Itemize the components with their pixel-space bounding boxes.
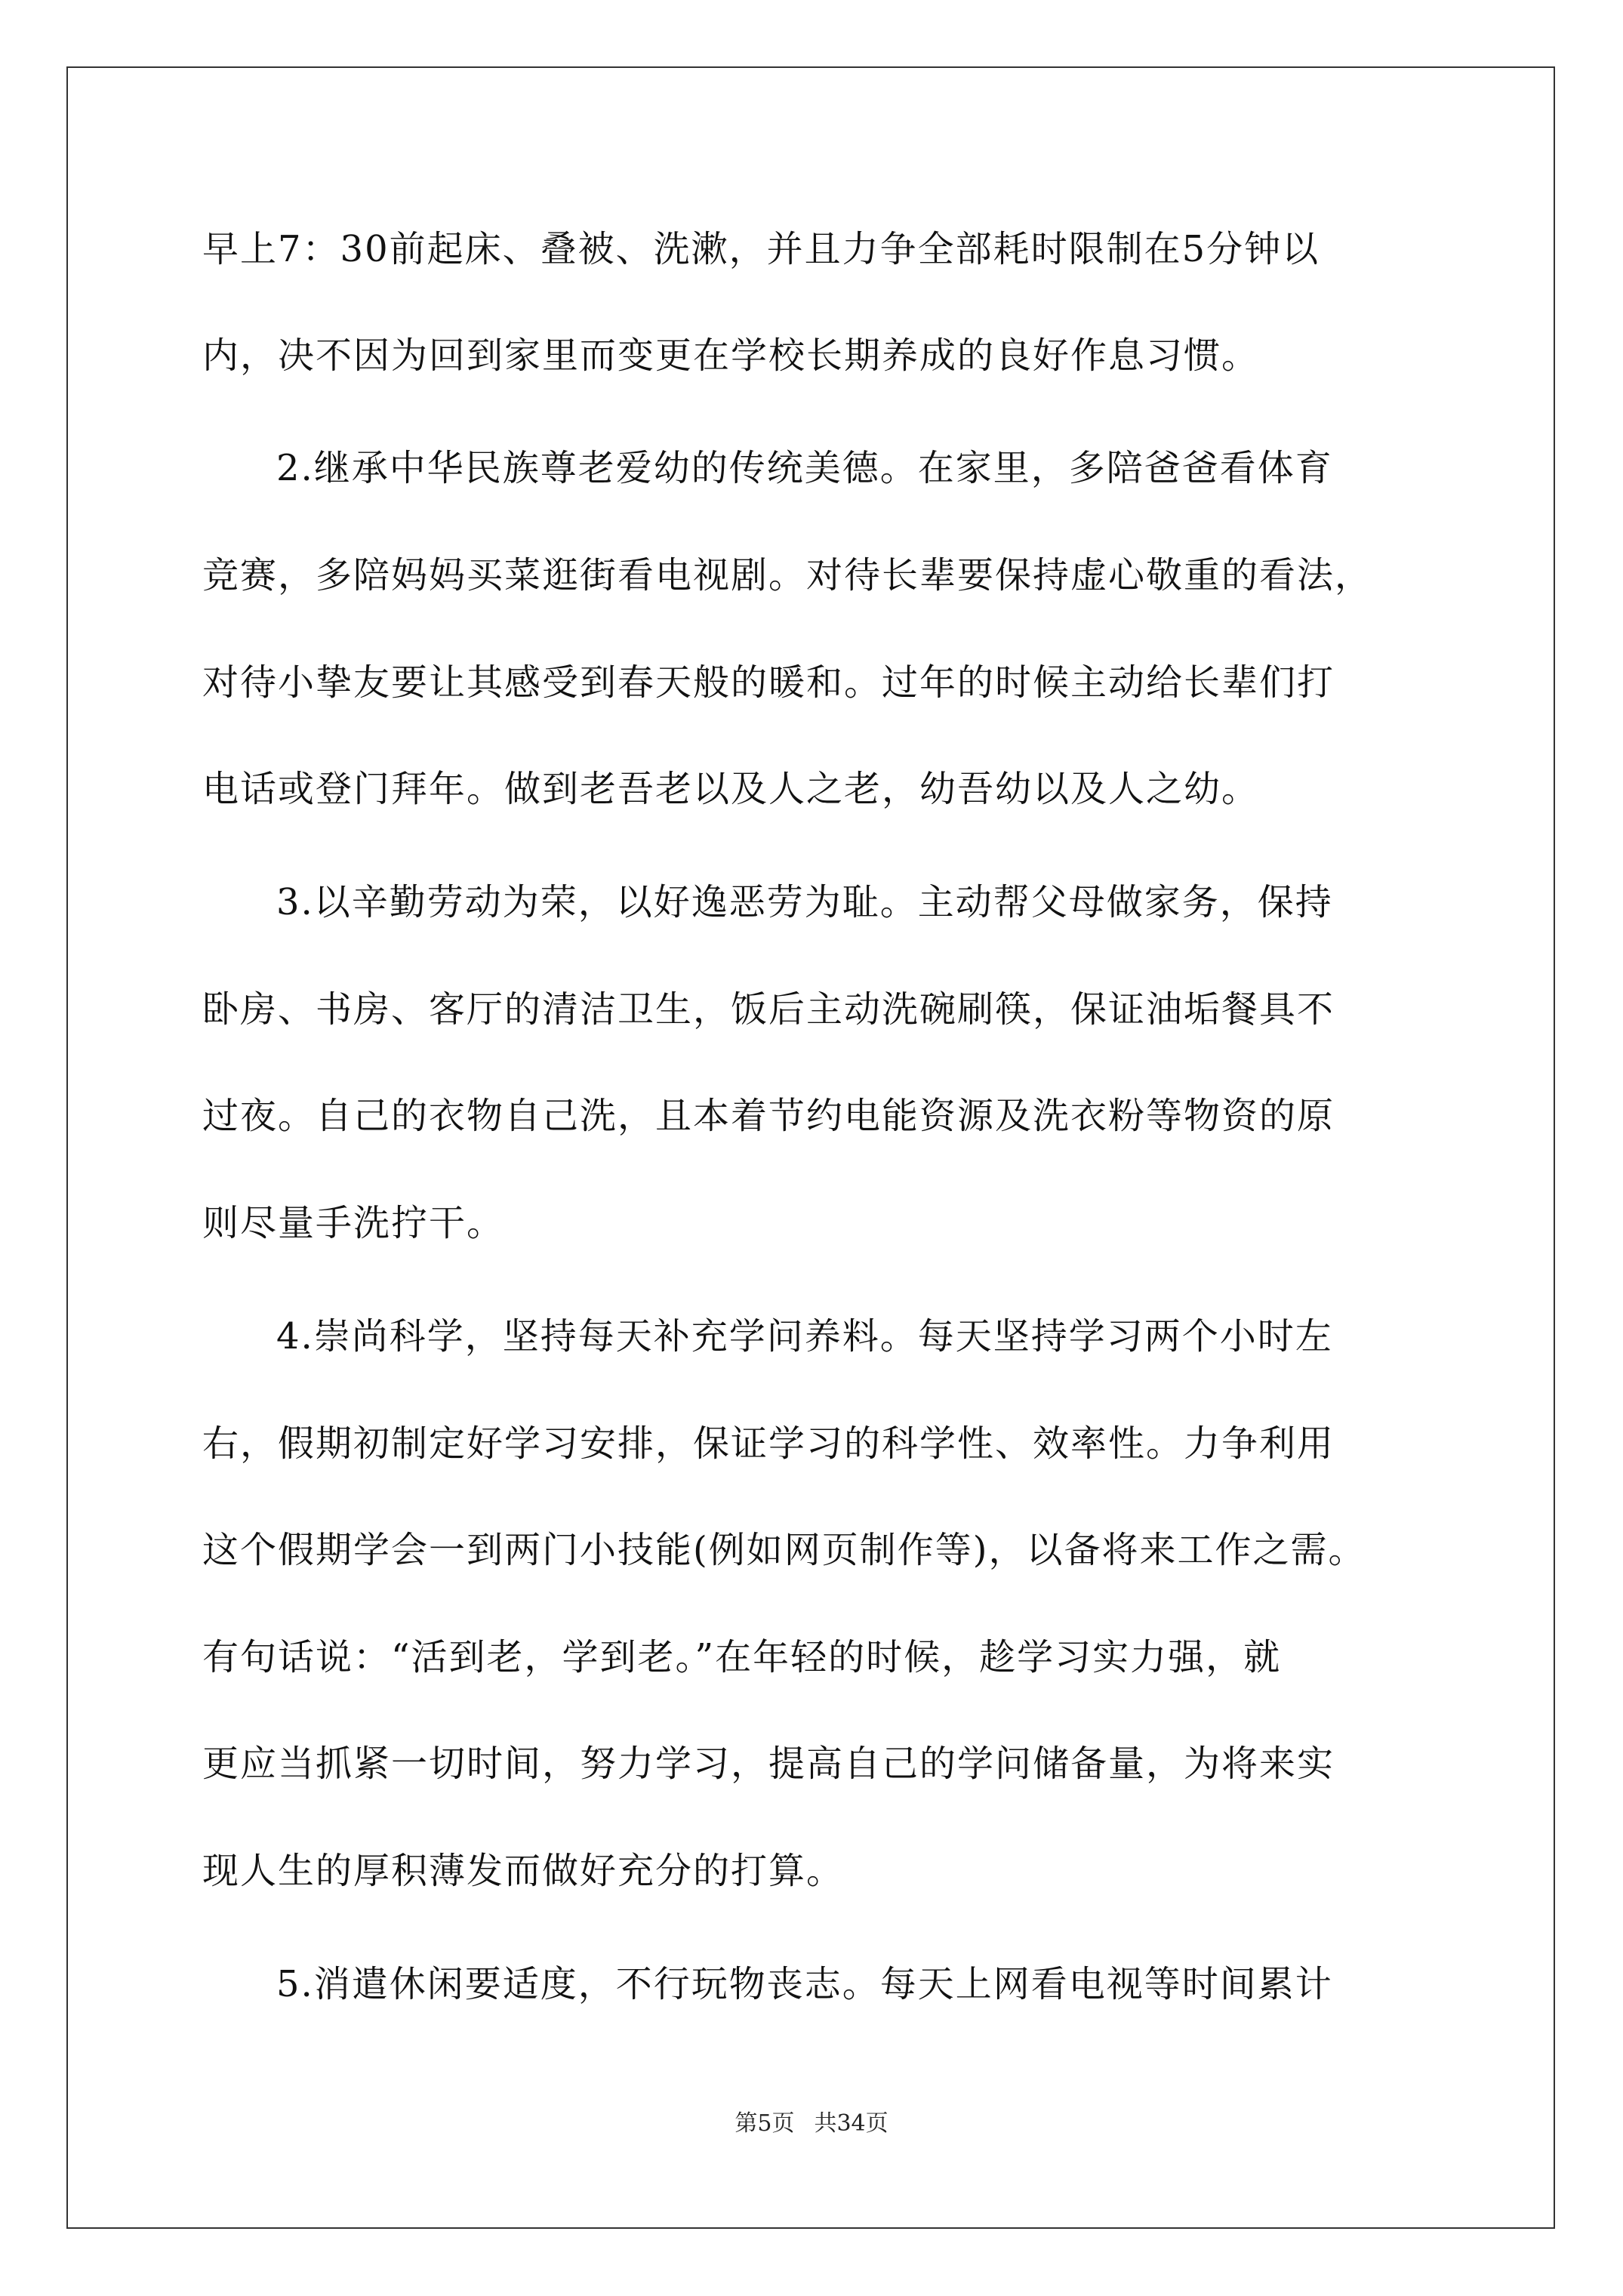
- text-line: 则尽量手洗拧干。: [202, 1202, 505, 1244]
- page-number: 第5页: [735, 2110, 795, 2137]
- text-line: 有句话说：“活到老，学到老。”在年轻的时候，趁学习实力强，就: [202, 1636, 1282, 1678]
- text-line: 5.消遣休闲要适度，不行玩物丧志。每天上网看电视等时间累计: [276, 1963, 1333, 2005]
- text-line: 竞赛，多陪妈妈买菜逛街看电视剧。对待长辈要保持虚心敬重的看法，: [202, 554, 1373, 596]
- page-total: 共34页: [814, 2110, 888, 2137]
- text-line: 3.以辛勤劳动为荣，以好逸恶劳为耻。主动帮父母做家务，保持: [276, 881, 1333, 923]
- text-line: 现人生的厚积薄发而做好充分的打算。: [202, 1850, 845, 1892]
- page-footer: [0, 2110, 1623, 2137]
- text-line: 2.继承中华民族尊老爱幼的传统美德。在家里，多陪爸爸看体育: [276, 447, 1333, 489]
- text-line: 这个假期学会一到两门小技能(例如网页制作等)，以备将来工作之需。: [202, 1529, 1366, 1571]
- text-line: 4.崇尚科学，坚持每天补充学问养料。每天坚持学习两个小时左: [276, 1315, 1333, 1358]
- page-border: [66, 66, 1555, 2229]
- text-line: 早上7：30前起床、叠被、洗漱，并且力争全部耗时限制在5分钟以: [202, 228, 1320, 270]
- text-line: 右，假期初制定好学习安排，保证学习的科学性、效率性。力争利用: [202, 1422, 1335, 1465]
- text-line: 更应当抓紧一切时间，努力学习，提高自己的学问储备量，为将来实: [202, 1743, 1335, 1785]
- text-line: 电话或登门拜年。做到老吾老以及人之老，幼吾幼以及人之幼。: [202, 768, 1260, 810]
- text-line: 对待小挚友要让其感受到春天般的暖和。过年的时候主动给长辈们打: [202, 661, 1335, 704]
- text-line: 过夜。自己的衣物自己洗，且本着节约电能资源及洗衣粉等物资的原: [202, 1095, 1335, 1137]
- text-line: 内，决不因为回到家里而变更在学校长期养成的良好作息习惯。: [202, 334, 1260, 377]
- text-line: 卧房、书房、客厅的清洁卫生，饭后主动洗碗刷筷，保证油垢餐具不: [202, 988, 1335, 1031]
